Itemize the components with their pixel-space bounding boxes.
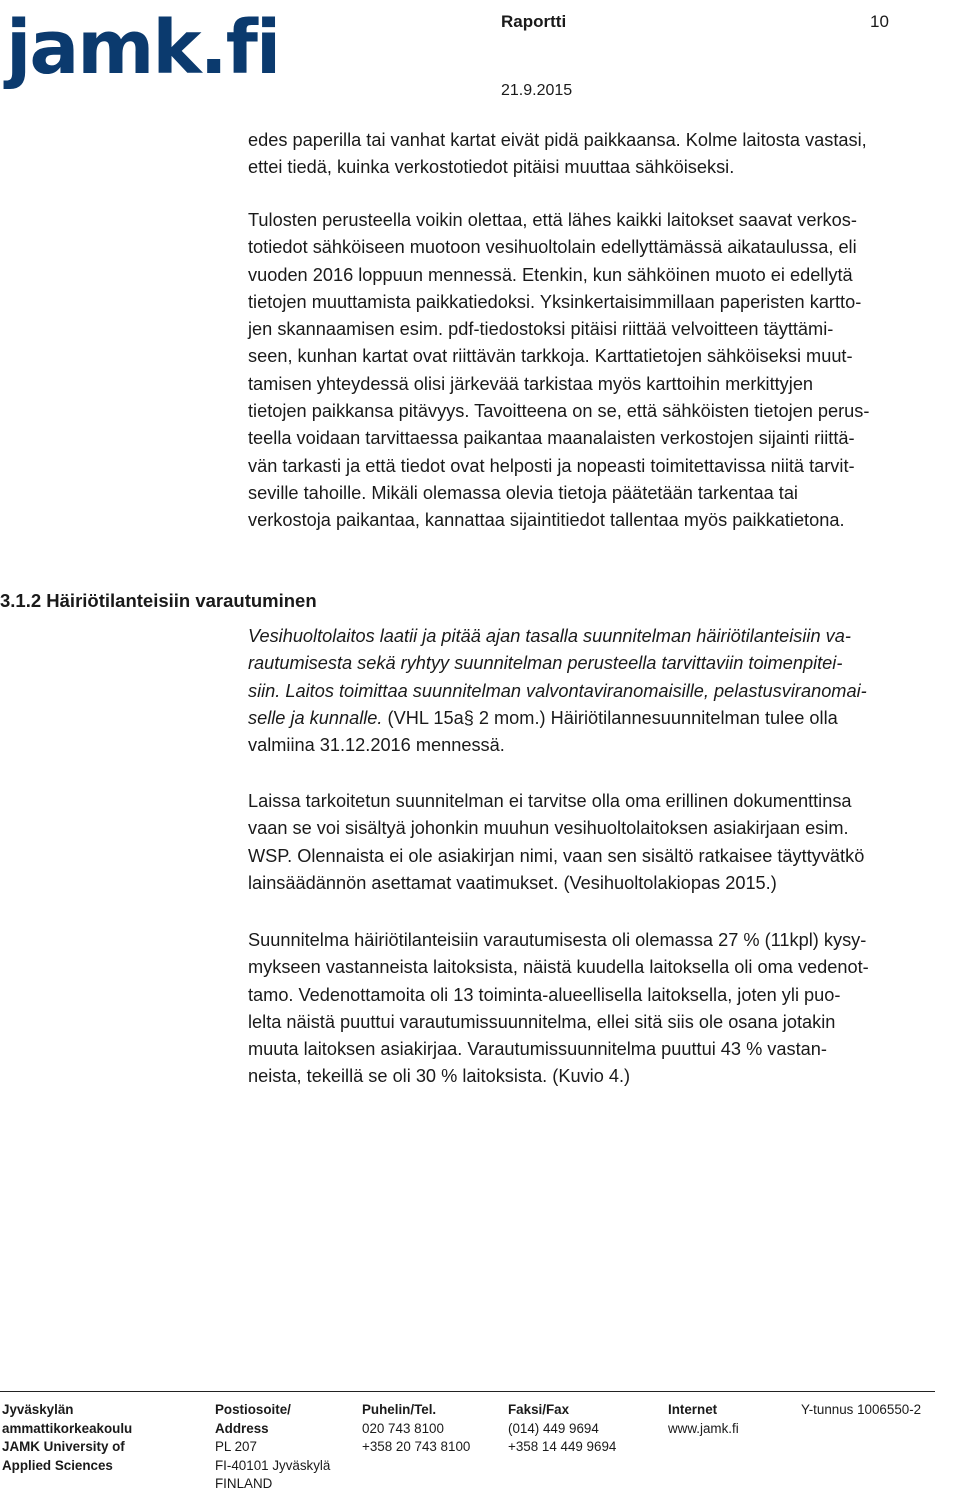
footer-line: PL 207: [215, 1439, 257, 1455]
document-type: Raportti: [501, 12, 567, 31]
text-line: tamisen yhteydessä olisi järkevää tarkistaa myös karttoihin merkittyjen: [248, 373, 814, 394]
paragraph-5: [248, 927, 960, 1091]
text-line: muuta laitoksen asiakirjaa. Varautumissuunnitelma puuttui 43 % vastan-: [248, 1039, 827, 1060]
text-line: teella voidaan tarvittaessa paikantaa maanalaisten verkostojen sijainti riittä-: [248, 428, 855, 449]
text-line: jen skannaamisen esim. pdf-tiedostoksi pitäisi riittää velvoitteen täyttämi-: [248, 319, 834, 340]
footer-institution: [2, 1401, 132, 1475]
jamk-logo: jamk.fi: [6, 5, 280, 91]
text-line: neista, tekeillä se oli 30 % laitoksista. (Kuvio 4.): [248, 1066, 631, 1087]
text-line: lelta näistä puuttui varautumissuunnitelma, ellei sitä siis ole osana jotakin: [248, 1011, 836, 1032]
text-line: mykseen vastanneista laitoksista, näistä kuudella laitoksella oli oma vedenot-: [248, 957, 869, 978]
footer-line: Jyväskylän: [2, 1402, 74, 1417]
text-line: edes paperilla tai vanhat kartat eivät pidä paikkaansa. Kolme laitosta vastasi,: [248, 130, 867, 150]
footer-line: +358 20 743 8100: [362, 1439, 471, 1455]
footer-address: [215, 1401, 330, 1494]
footer-line: 020 743 8100: [362, 1420, 444, 1436]
text-line: ettei tiedä, kuinka verkostotiedot pitäisi muuttaa sähköiseksi.: [248, 157, 735, 178]
text-line: lainsäädännön asettamat vaatimukset. (Vesihuoltolakiopas 2015.): [248, 872, 777, 893]
text-line: tietojen muuttamista paikkatiedoksi. Yksinkertaisimmillaan paperisten kartto-: [248, 291, 862, 312]
text-line: siin. Laitos toimittaa suunnitelman valvontaviranomaisille, pelastusviranomai-: [248, 680, 867, 701]
text-line: verkostoja paikantaa, kannattaa sijaintitiedot tallentaa myös paikkatietona.: [248, 510, 845, 531]
page-number: 10: [870, 12, 889, 31]
footer-label: Faksi/Fax: [508, 1402, 570, 1417]
footer-phone: [362, 1401, 470, 1457]
footer-divider: [0, 1391, 935, 1392]
footer-website-link[interactable]: www.jamk.fi: [668, 1420, 739, 1436]
text-fragment: (VHL 15a§ 2 mom.) Häiriötilannesuunnitelman tulee olla: [382, 707, 838, 728]
footer-line: +358 14 449 9694: [508, 1439, 617, 1455]
footer-business-id: [801, 1401, 921, 1420]
text-line: vaan se voi sisältyä johonkin muuhun vesihuoltolaitoksen asiakirjaan esim.: [248, 818, 849, 839]
footer-label: Postiosoite/: [215, 1402, 291, 1417]
paragraph-2: [248, 207, 960, 535]
text-line: tietojen paikkansa pitävyys. Tavoitteena on se, että sähköisten tietojen perus-: [248, 401, 870, 422]
footer-line: FINLAND: [215, 1476, 273, 1492]
text-line: seville tahoille. Mikäli olemassa olevia tietoja päätetään tarkentaa tai: [248, 482, 798, 503]
footer-internet: [668, 1401, 739, 1438]
footer-line: ammattikorkeakoulu: [2, 1420, 133, 1436]
text-line: rautumisesta sekä ryhtyy suunnitelman perusteella tarvittaviin toimenpitei-: [248, 653, 843, 674]
text-line: vän tarkasti ja että tiedot ovat helposti ja nopeasti toimitettavissa niitä tarvit-: [248, 455, 855, 476]
footer-line: JAMK University of: [2, 1439, 125, 1455]
footer-line: Applied Sciences: [2, 1457, 113, 1473]
text-line: Suunnitelma häiriötilanteisiin varautumisesta oli olemassa 27 % (11kpl) kysy-: [248, 930, 867, 950]
text-line: WSP. Olennaista ei ole asiakirjan nimi, vaan sen sisältö ratkaisee täyttyvätkö: [248, 845, 865, 866]
italic-fragment: selle ja kunnalle.: [248, 707, 383, 728]
text-line: [248, 705, 960, 732]
text-line: Tulosten perusteella voikin olettaa, että lähes kaikki laitokset saavat verkos-: [248, 210, 857, 230]
footer-line: (014) 449 9694: [508, 1420, 599, 1436]
text-line: Vesihuoltolaitos laatii ja pitää ajan tasalla suunnitelman häiriötilanteisiin va-: [248, 626, 851, 646]
paragraph-1: [248, 127, 960, 182]
document-date: 21.9.2015: [501, 82, 573, 99]
text-line: tamo. Vedenottamoita oli 13 toiminta-alueellisella laitoksella, joten yli puo-: [248, 984, 841, 1005]
footer-line: Y-tunnus 1006550-2: [801, 1402, 922, 1417]
footer-line: FI-40101 Jyväskylä: [215, 1457, 331, 1473]
text-line: valmiina 31.12.2016 mennessä.: [248, 735, 505, 756]
paragraph-3: [248, 623, 960, 759]
paragraph-4: [248, 788, 960, 897]
text-line: Laissa tarkoitetun suunnitelman ei tarvitse olla oma erillinen dokumenttinsa: [248, 791, 852, 811]
section-heading: 3.1.2 Häiriötilanteisiin varautuminen: [0, 590, 317, 611]
text-line: vuoden 2016 loppuun mennessä. Etenkin, kun sähköinen muoto ei edellytä: [248, 264, 853, 285]
footer-fax: [508, 1401, 616, 1457]
footer-label: Internet: [668, 1402, 718, 1417]
footer-label: Puhelin/Tel.: [362, 1402, 437, 1417]
text-line: totiedot sähköiseen muotoon vesihuoltolain edellyttämässä aikataulussa, eli: [248, 237, 857, 258]
text-line: seen, kunhan kartat ovat riittävän tarkkoja. Karttatietojen sähköiseksi muut-: [248, 346, 853, 367]
footer-label: Address: [215, 1420, 269, 1436]
